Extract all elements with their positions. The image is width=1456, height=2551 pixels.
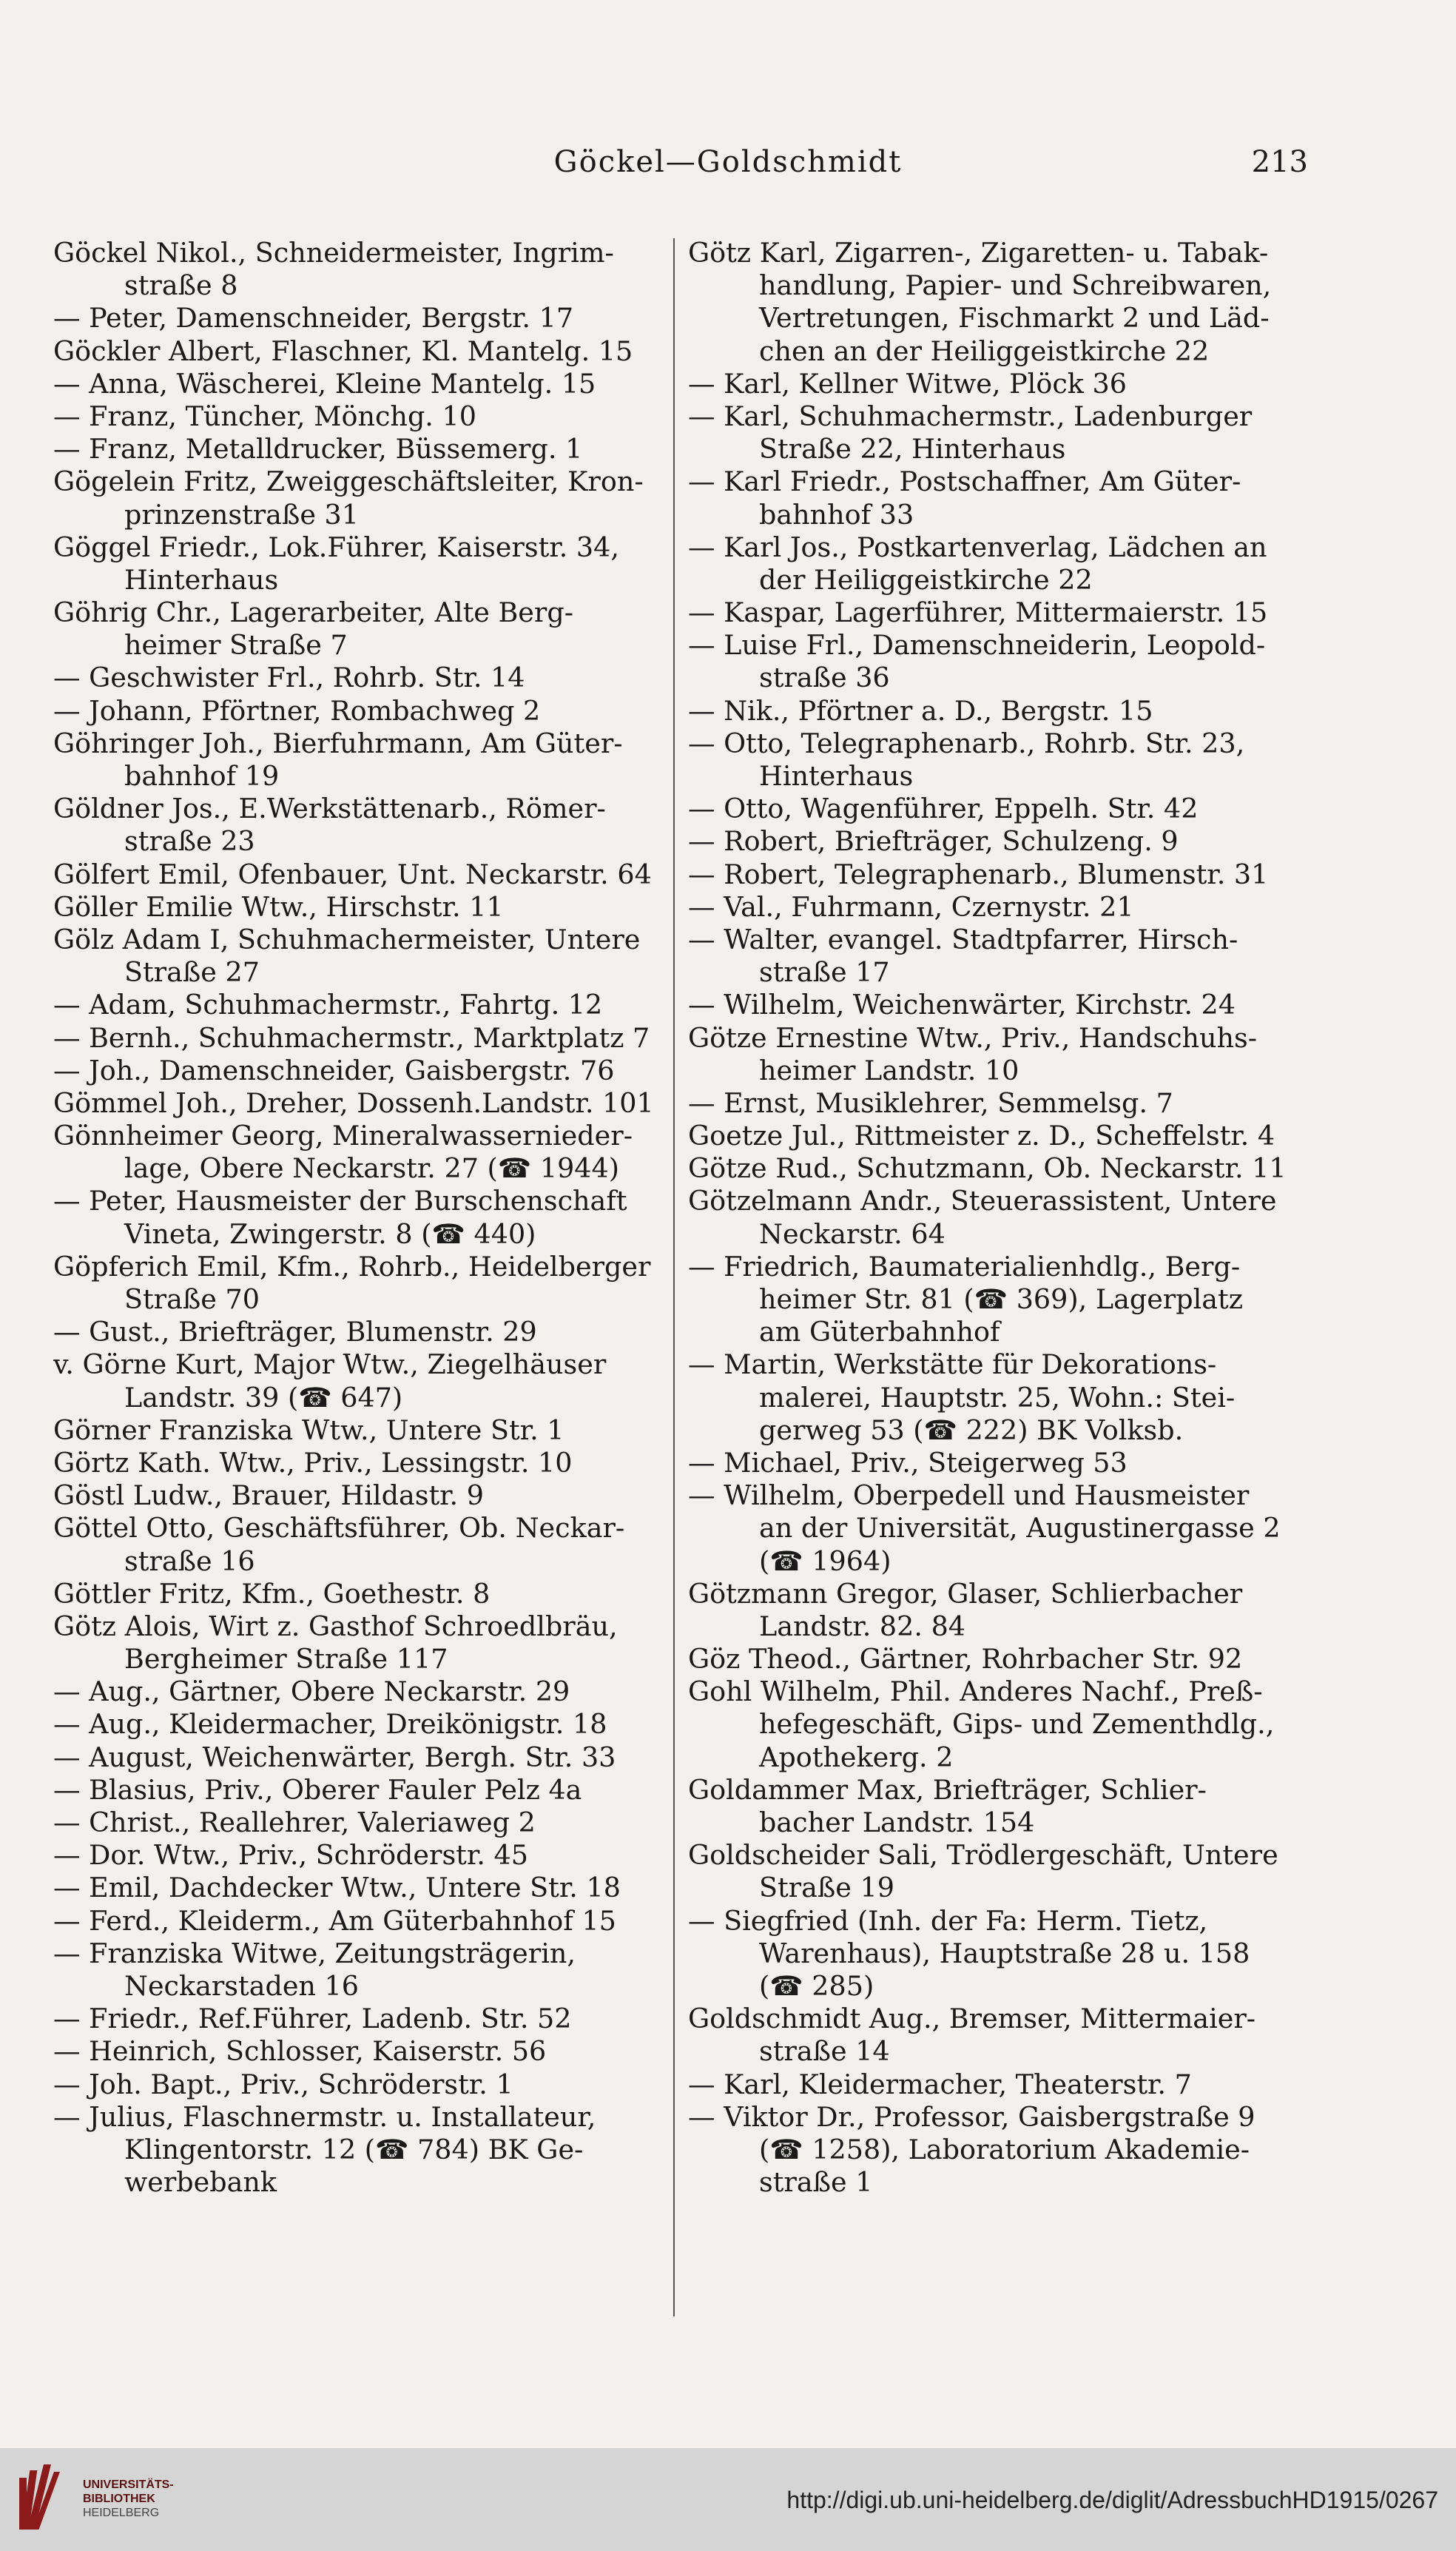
entry-continuation: Landstr. 82. 84 xyxy=(759,1610,966,1642)
entry-line: — Blasius, Priv., Oberer Fauler Pelz 4a xyxy=(53,1773,582,1806)
entry-line: — Robert, Telegraphenarb., Blumenstr. 31 xyxy=(688,858,1269,890)
entry-line: Göstl Ludw., Brauer, Hildastr. 9 xyxy=(53,1479,484,1512)
directory-entry xyxy=(53,1348,661,1414)
directory-entry xyxy=(53,727,661,793)
directory-entry xyxy=(53,1447,661,1479)
entry-continuation: heimer Landstr. 10 xyxy=(759,1054,1019,1086)
directory-entry xyxy=(53,1872,661,1904)
entry-continuation: straße 36 xyxy=(759,662,890,694)
entry-continuation: straße 23 xyxy=(124,825,255,858)
entry-line: — Viktor Dr., Professor, Gaisbergstraße 9 xyxy=(688,2100,1256,2133)
entry-line: Göttler Fritz, Kfm., Goethestr. 8 xyxy=(53,1577,491,1610)
entry-line: — Ferd., Kleiderm., Am Güterbahnhof 15 xyxy=(53,1904,616,1937)
entry-continuation: (☎ 285) xyxy=(759,1969,874,2002)
entry-line: Goldschmidt Aug., Bremser, Mittermaier- xyxy=(688,2003,1256,2035)
entry-continuation: straße 14 xyxy=(759,2035,890,2068)
entry-line: Gömmel Joh., Dreher, Dossenh.Landstr. 101 xyxy=(53,1086,654,1119)
entry-continuation: Bergheimer Straße 117 xyxy=(124,1643,448,1676)
entry-continuation: Neckarstr. 64 xyxy=(759,1217,946,1250)
entry-continuation: bacher Landstr. 154 xyxy=(759,1806,1035,1838)
directory-entry xyxy=(688,1643,1321,1676)
entry-line: — Wilhelm, Weichenwärter, Kirchstr. 24 xyxy=(688,989,1236,1021)
entry-continuation: Vertretungen, Fischmarkt 2 und Läd- xyxy=(759,302,1270,335)
entry-continuation: prinzenstraße 31 xyxy=(124,498,359,531)
directory-entry xyxy=(53,1479,661,1512)
entry-line: — Walter, evangel. Stadtpfarrer, Hirsch- xyxy=(688,923,1238,955)
directory-entry xyxy=(688,924,1321,989)
entry-line: — Geschwister Frl., Rohrb. Str. 14 xyxy=(53,662,525,694)
directory-entry xyxy=(688,1348,1321,1447)
directory-entry xyxy=(688,1120,1321,1152)
entry-continuation: heimer Str. 81 (☎ 369), Lagerplatz xyxy=(759,1283,1243,1315)
entry-line: Göttel Otto, Geschäftsführer, Ob. Neckar- xyxy=(53,1512,625,1545)
directory-entry xyxy=(53,1316,661,1348)
left-column xyxy=(53,237,661,2199)
university-library-logo-icon xyxy=(15,2461,70,2535)
viewer-footer xyxy=(0,2448,1456,2551)
entry-line: — Siegfried (Inh. der Fa: Herm. Tietz, xyxy=(688,1904,1208,1937)
directory-entry xyxy=(53,695,661,727)
entry-line: — Martin, Werkstätte für Dekorations- xyxy=(688,1348,1217,1381)
directory-entry xyxy=(53,891,661,924)
directory-entry xyxy=(53,596,661,662)
entry-line: — Michael, Priv., Steigerweg 53 xyxy=(688,1446,1128,1479)
directory-entry xyxy=(688,1022,1321,1087)
directory-entry xyxy=(53,2035,661,2068)
entry-continuation: an der Universität, Augustinergasse 2 xyxy=(759,1512,1281,1545)
directory-entry xyxy=(688,596,1321,629)
entry-continuation: Straße 19 xyxy=(759,1872,894,1904)
entry-line: Götze Ernestine Wtw., Priv., Handschuhs- xyxy=(688,1021,1258,1054)
directory-entry xyxy=(53,531,661,596)
entry-line: — Franz, Metalldrucker, Büssemerg. 1 xyxy=(53,433,583,466)
entry-line: Gönnheimer Georg, Mineralwassernieder- xyxy=(53,1120,633,1152)
entry-line: — August, Weichenwärter, Bergh. Str. 33 xyxy=(53,1741,616,1773)
entry-line: — Otto, Wagenführer, Eppelh. Str. 42 xyxy=(688,793,1199,825)
directory-entry xyxy=(53,1905,661,1937)
directory-entry xyxy=(53,1708,661,1741)
library-name: UNIVERSITÄTS- BIBLIOTHEK HEIDELBERG xyxy=(83,2478,174,2519)
directory-entry xyxy=(688,237,1321,368)
directory-entry xyxy=(53,1251,661,1316)
entry-line: Gölfert Emil, Ofenbauer, Unt. Neckarstr. 64 xyxy=(53,858,652,890)
entry-line: — Wilhelm, Oberpedell und Hausmeister xyxy=(688,1479,1250,1512)
entry-continuation: straße 16 xyxy=(124,1545,255,1577)
entry-line: Göpferich Emil, Kfm., Rohrb., Heidelberger xyxy=(53,1250,651,1283)
directory-entry xyxy=(53,1839,661,1872)
directory-entry xyxy=(53,368,661,400)
entry-continuation: malerei, Hauptstr. 25, Wohn.: Stei- xyxy=(759,1381,1236,1414)
entry-continuation: bahnhof 33 xyxy=(759,498,914,531)
entry-continuation: gerweg 53 (☎ 222) BK Volksb. xyxy=(759,1414,1184,1446)
directory-entry xyxy=(688,695,1321,727)
directory-entry xyxy=(53,400,661,433)
directory-entry xyxy=(53,1120,661,1185)
entry-continuation: Landstr. 39 (☎ 647) xyxy=(124,1381,403,1414)
entry-line: Göckler Albert, Flaschner, Kl. Mantelg. 15 xyxy=(53,335,633,367)
entry-continuation: Neckarstaden 16 xyxy=(124,1969,359,2002)
entry-line: — Adam, Schuhmachermstr., Fahrtg. 12 xyxy=(53,989,603,1021)
directory-entry xyxy=(688,368,1321,400)
entry-line: — Karl Friedr., Postschaffner, Am Güter- xyxy=(688,466,1241,498)
directory-entry xyxy=(688,1479,1321,1578)
entry-line: Görtz Kath. Wtw., Priv., Lessingstr. 10 xyxy=(53,1446,573,1479)
entry-line: — Karl Jos., Postkartenverlag, Lädchen an xyxy=(688,531,1267,563)
entry-continuation: straße 1 xyxy=(759,2166,873,2199)
directory-entry xyxy=(53,433,661,466)
entry-line: Götzelmann Andr., Steuerassistent, Untere xyxy=(688,1185,1277,1217)
directory-entry xyxy=(688,1447,1321,1479)
directory-entry xyxy=(53,1676,661,1708)
directory-entry xyxy=(53,1806,661,1839)
entry-line: — Emil, Dachdecker Wtw., Untere Str. 18 xyxy=(53,1872,621,1904)
directory-entry xyxy=(53,1022,661,1055)
entry-line: v. Görne Kurt, Major Wtw., Ziegelhäuser xyxy=(53,1348,607,1381)
entry-continuation: der Heiliggeistkirche 22 xyxy=(759,563,1093,596)
entry-line: — Karl, Schuhmachermstr., Ladenburger xyxy=(688,400,1253,432)
entry-line: Gohl Wilhelm, Phil. Anderes Nachf., Preß- xyxy=(688,1676,1263,1708)
directory-entry xyxy=(688,891,1321,924)
running-head: Göckel—Goldschmidt xyxy=(553,145,903,179)
entry-line: — Robert, Briefträger, Schulzeng. 9 xyxy=(688,825,1179,858)
entry-line: Göz Theod., Gärtner, Rohrbacher Str. 92 xyxy=(688,1643,1243,1676)
directory-entry xyxy=(53,2101,661,2199)
entry-continuation: (☎ 1964) xyxy=(759,1545,892,1577)
entry-continuation: Straße 70 xyxy=(124,1283,260,1315)
directory-entry xyxy=(53,1578,661,1610)
directory-entry xyxy=(53,793,661,858)
directory-entry xyxy=(688,629,1321,694)
directory-entry xyxy=(53,2068,661,2101)
entry-line: — Joh. Bapt., Priv., Schröderstr. 1 xyxy=(53,2068,513,2100)
entry-line: — Val., Fuhrmann, Czernystr. 21 xyxy=(688,890,1134,923)
entry-line: — Bernh., Schuhmachermstr., Marktplatz 7 xyxy=(53,1021,650,1054)
entry-line: Göhrig Chr., Lagerarbeiter, Alte Berg- xyxy=(53,596,574,629)
entry-continuation: chen an der Heiliggeistkirche 22 xyxy=(759,335,1210,367)
directory-entry xyxy=(53,1185,661,1250)
directory-entry xyxy=(688,2068,1321,2101)
directory-entry xyxy=(53,1937,661,2003)
directory-entry xyxy=(53,2003,661,2035)
entry-line: — Friedrich, Baumaterialienhdlg., Berg- xyxy=(688,1250,1241,1283)
entry-continuation: bahnhof 19 xyxy=(124,760,280,792)
entry-continuation: Vineta, Zwingerstr. 8 (☎ 440) xyxy=(124,1217,536,1250)
directory-entry xyxy=(53,1414,661,1447)
directory-entry xyxy=(688,531,1321,596)
directory-entry xyxy=(53,302,661,335)
entry-continuation: (☎ 1258), Laboratorium Akademie- xyxy=(759,2133,1250,2165)
directory-entry xyxy=(688,2003,1321,2068)
entry-continuation: Hinterhaus xyxy=(124,563,279,596)
page-number: 213 xyxy=(1251,145,1308,179)
entry-line: Goetze Jul., Rittmeister z. D., Scheffelstr. 4 xyxy=(688,1120,1275,1152)
entry-continuation: Straße 27 xyxy=(124,956,260,989)
entry-line: Götz Alois, Wirt z. Gasthof Schroedlbräu, xyxy=(53,1610,618,1642)
entry-line: Göggel Friedr., Lok.Führer, Kaiserstr. 34, xyxy=(53,531,619,563)
entry-line: — Franziska Witwe, Zeitungsträgerin, xyxy=(53,1937,576,1969)
entry-line: Göhringer Joh., Bierfuhrmann, Am Güter- xyxy=(53,727,623,759)
directory-entry xyxy=(688,858,1321,891)
entry-continuation: Apothekerg. 2 xyxy=(759,1741,954,1773)
entry-line: — Aug., Kleidermacher, Dreikönigstr. 18 xyxy=(53,1708,607,1741)
directory-entry xyxy=(53,924,661,989)
directory-entry xyxy=(688,1774,1321,1839)
directory-entry xyxy=(53,858,661,891)
entry-line: — Karl, Kellner Witwe, Plöck 36 xyxy=(688,367,1127,400)
right-column xyxy=(688,237,1321,2199)
entry-line: — Peter, Damenschneider, Bergstr. 17 xyxy=(53,302,574,335)
entry-continuation: Klingentorstr. 12 (☎ 784) BK Ge- xyxy=(124,2133,584,2165)
directory-entry xyxy=(688,1251,1321,1349)
directory-entry xyxy=(53,662,661,694)
entry-line: Goldammer Max, Briefträger, Schlier- xyxy=(688,1773,1207,1806)
entry-line: Göldner Jos., E.Werkstättenarb., Römer- xyxy=(53,793,606,825)
entry-continuation: am Güterbahnhof xyxy=(759,1316,1000,1348)
directory-entry xyxy=(53,1741,661,1774)
entry-line: — Franz, Tüncher, Mönchg. 10 xyxy=(53,400,476,432)
directory-entry xyxy=(53,466,661,531)
entry-line: Götze Rud., Schutzmann, Ob. Neckarstr. 11 xyxy=(688,1152,1287,1185)
entry-continuation: werbebank xyxy=(124,2166,277,2199)
directory-entry xyxy=(53,237,661,302)
directory-entry xyxy=(688,1578,1321,1643)
directory-entry xyxy=(688,1905,1321,2003)
entry-continuation: hefegeschäft, Gips- und Zementhdlg., xyxy=(759,1708,1275,1741)
entry-line: Göckel Nikol., Schneidermeister, Ingrim- xyxy=(53,237,614,269)
directory-entry xyxy=(688,1152,1321,1185)
entry-line: Götzmann Gregor, Glaser, Schlierbacher xyxy=(688,1577,1243,1610)
entry-line: — Johann, Pförtner, Rombachweg 2 xyxy=(53,694,541,727)
entry-line: — Joh., Damenschneider, Gaisbergstr. 76 xyxy=(53,1054,615,1086)
entry-line: — Otto, Telegraphenarb., Rohrb. Str. 23, xyxy=(688,727,1245,759)
entry-line: Görner Franziska Wtw., Untere Str. 1 xyxy=(53,1414,564,1446)
entry-line: Götz Karl, Zigarren-, Zigaretten- u. Tabak- xyxy=(688,237,1269,269)
entry-line: Gölz Adam I, Schuhmachermeister, Untere xyxy=(53,923,641,955)
directory-entry xyxy=(688,727,1321,793)
column-divider xyxy=(673,238,675,2316)
directory-entry xyxy=(688,1676,1321,1774)
directory-entry xyxy=(688,466,1321,531)
entry-line: — Kaspar, Lagerführer, Mittermaierstr. 15 xyxy=(688,596,1268,629)
directory-entry xyxy=(53,1055,661,1087)
directory-entry xyxy=(53,1774,661,1806)
entry-line: — Aug., Gärtner, Obere Neckarstr. 29 xyxy=(53,1676,570,1708)
source-url[interactable]: http://digi.ub.uni-heidelberg.de/diglit/AdressbuchHD1915/0267 xyxy=(786,2487,1438,2513)
directory-entry xyxy=(53,989,661,1021)
entry-line: — Luise Frl., Damenschneiderin, Leopold- xyxy=(688,629,1266,662)
entry-continuation: Hinterhaus xyxy=(759,760,914,792)
directory-entry xyxy=(688,2101,1321,2199)
entry-continuation: straße 17 xyxy=(759,956,890,989)
entry-line: — Dor. Wtw., Priv., Schröderstr. 45 xyxy=(53,1839,528,1872)
entry-continuation: heimer Straße 7 xyxy=(124,629,348,662)
entry-continuation: straße 8 xyxy=(124,269,238,302)
entry-line: — Ernst, Musiklehrer, Semmelsg. 7 xyxy=(688,1086,1173,1119)
entry-line: Goldscheider Sali, Trödlergeschäft, Untere xyxy=(688,1839,1278,1872)
entry-line: Göller Emilie Wtw., Hirschstr. 11 xyxy=(53,890,504,923)
entry-line: — Heinrich, Schlosser, Kaiserstr. 56 xyxy=(53,2035,547,2068)
directory-entry xyxy=(688,825,1321,858)
entry-line: — Julius, Flaschnermstr. u. Installateur, xyxy=(53,2100,596,2133)
entry-continuation: handlung, Papier- und Schreibwaren, xyxy=(759,269,1272,302)
entry-continuation: lage, Obere Neckarstr. 27 (☎ 1944) xyxy=(124,1152,619,1185)
directory-entry xyxy=(53,1087,661,1120)
directory-entry xyxy=(688,793,1321,825)
directory-entry xyxy=(688,1839,1321,1904)
entry-continuation: Straße 22, Hinterhaus xyxy=(759,433,1066,466)
directory-entry xyxy=(688,400,1321,466)
directory-entry xyxy=(688,1185,1321,1250)
entry-line: — Karl, Kleidermacher, Theaterstr. 7 xyxy=(688,2068,1192,2100)
directory-entry xyxy=(53,335,661,368)
entry-line: — Nik., Pförtner a. D., Bergstr. 15 xyxy=(688,694,1153,727)
directory-entry xyxy=(688,989,1321,1021)
entry-continuation: Warenhaus), Hauptstraße 28 u. 158 xyxy=(759,1937,1250,1969)
directory-entry xyxy=(53,1610,661,1676)
entry-line: — Gust., Briefträger, Blumenstr. 29 xyxy=(53,1316,537,1348)
directory-entry xyxy=(688,1087,1321,1120)
entry-line: — Peter, Hausmeister der Burschenschaft xyxy=(53,1185,627,1217)
entry-line: — Christ., Reallehrer, Valeriaweg 2 xyxy=(53,1806,536,1838)
entry-line: Gögelein Fritz, Zweiggeschäftsleiter, Kron- xyxy=(53,466,644,498)
directory-entry xyxy=(53,1512,661,1577)
entry-line: — Friedr., Ref.Führer, Ladenb. Str. 52 xyxy=(53,2003,572,2035)
entry-line: — Anna, Wäscherei, Kleine Mantelg. 15 xyxy=(53,367,596,400)
